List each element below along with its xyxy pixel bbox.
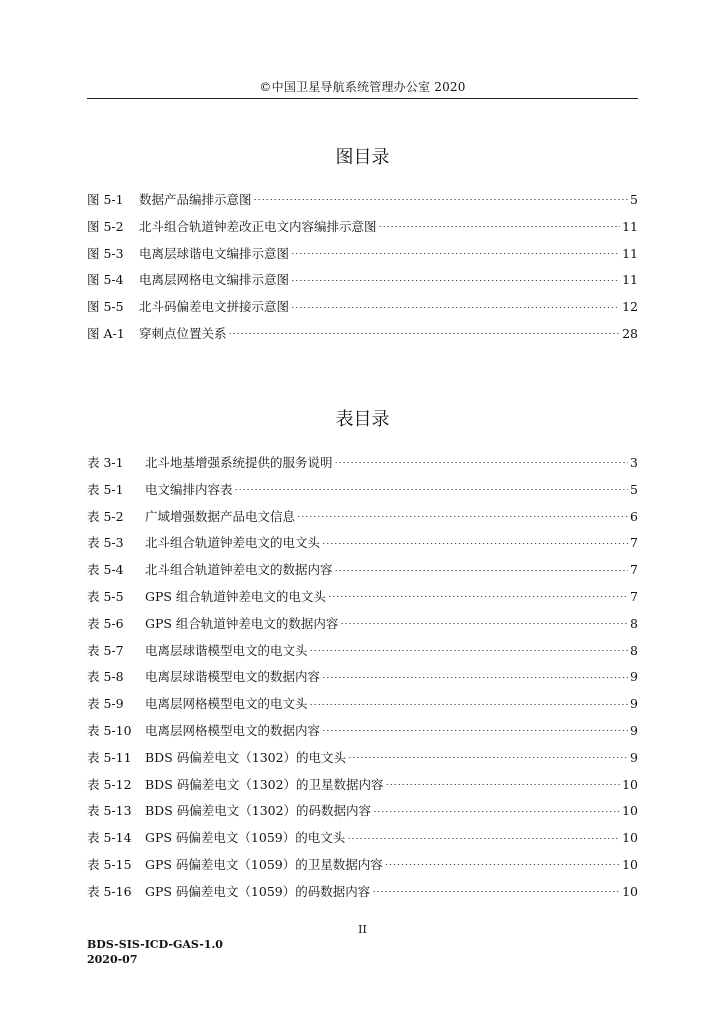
toc-leader-dots (291, 307, 620, 319)
toc-entry[interactable] (87, 587, 638, 614)
toc-entry-page: 5 (630, 192, 638, 207)
toc-leader-dots (386, 784, 621, 796)
toc-entry-label: 表 3-1 (87, 455, 124, 470)
toc-entry[interactable] (87, 775, 638, 802)
toc-leader-dots (310, 650, 629, 662)
toc-entry-title: GPS 码偏差电文（1059）的卫星数据内容 (145, 856, 383, 872)
toc-leader-dots (291, 253, 620, 265)
toc-entry-page: 8 (630, 642, 638, 658)
toc-leader-dots (348, 757, 628, 769)
toc-entry-title: 电离层网格模型电文的数据内容 (145, 722, 321, 738)
footer-doc-id: BDS-SIS-ICD-GAS-1.0 (87, 938, 223, 951)
toc-entry-page: 10 (622, 776, 638, 792)
toc-leader-dots (322, 543, 628, 555)
toc-leader-dots (235, 489, 629, 501)
toc-entry-label: 表 5-8 (87, 669, 124, 685)
toc-leader-dots (385, 864, 620, 876)
toc-entry-page: 7 (630, 562, 638, 578)
toc-entry-label: 表 5-13 (87, 803, 132, 819)
figures-toc-title: 图目录 (335, 147, 390, 168)
toc-entry-label: 表 5-12 (87, 776, 132, 792)
toc-entry-title: 广域增强数据产品电文信息 (145, 508, 296, 524)
toc-entry-page: 10 (622, 830, 638, 846)
toc-entry-title: 电离层网格电文编排示意图 (139, 272, 290, 288)
toc-entry-label: 表 5-10 (87, 722, 132, 738)
tables-toc-title: 表目录 (335, 409, 390, 430)
toc-entry-title: 电文编排内容表 (145, 481, 233, 497)
toc-entry-title: 电离层球谐模型电文的电文头 (145, 642, 308, 658)
toc-leader-dots (335, 462, 629, 474)
toc-entry[interactable] (87, 801, 638, 828)
footer (87, 937, 223, 967)
toc-leader-dots (379, 226, 621, 238)
toc-entry[interactable] (87, 480, 638, 507)
tables-toc-list (87, 453, 638, 909)
toc-entry[interactable] (87, 560, 638, 587)
toc-entry-page: 7 (630, 535, 638, 551)
toc-entry-label: 表 5-9 (87, 696, 124, 712)
toc-entry[interactable] (87, 882, 638, 909)
toc-entry[interactable] (87, 614, 638, 641)
toc-entry-label: 表 5-16 (87, 883, 132, 899)
toc-entry-page: 3 (630, 455, 638, 470)
toc-entry[interactable] (87, 324, 638, 351)
toc-entry[interactable] (87, 190, 638, 217)
footer-date: 2020-07 (87, 953, 138, 966)
toc-entry[interactable] (87, 694, 638, 721)
toc-entry-label: 表 5-4 (87, 562, 124, 578)
toc-leader-dots (322, 677, 628, 689)
toc-entry-page: 9 (630, 749, 638, 765)
toc-entry-label: 表 5-14 (87, 830, 132, 846)
toc-entry-page: 10 (622, 803, 638, 819)
toc-leader-dots (373, 811, 620, 823)
toc-entry-label: 表 5-2 (87, 508, 124, 524)
toc-entry-title: 北斗地基增强系统提供的服务说明 (145, 455, 333, 470)
toc-entry-title: 电离层球谐模型电文的数据内容 (145, 669, 321, 685)
toc-leader-dots (254, 199, 629, 211)
toc-entry[interactable] (87, 748, 638, 775)
toc-leader-dots (310, 704, 629, 716)
toc-entry[interactable] (87, 507, 638, 534)
toc-entry[interactable] (87, 667, 638, 694)
toc-entry-title: BDS 码偏差电文（1302）的码数据内容 (145, 803, 372, 819)
toc-entry[interactable] (87, 270, 638, 297)
toc-entry-page: 8 (630, 615, 638, 631)
toc-leader-dots (229, 333, 621, 345)
toc-leader-dots (347, 838, 620, 850)
toc-entry[interactable] (87, 453, 638, 480)
toc-entry-label: 表 5-5 (87, 588, 124, 604)
toc-entry[interactable] (87, 533, 638, 560)
toc-entry[interactable] (87, 244, 638, 271)
toc-entry-title: 北斗组合轨道钟差改正电文内容编排示意图 (139, 218, 377, 234)
toc-leader-dots (372, 891, 620, 903)
toc-leader-dots (335, 570, 629, 582)
toc-entry-page: 12 (622, 299, 638, 315)
toc-entry-page: 10 (622, 883, 638, 899)
toc-leader-dots (297, 516, 628, 528)
header-rule (87, 98, 638, 99)
toc-entry-page: 11 (622, 272, 638, 288)
toc-entry-title: 电离层球谐电文编排示意图 (139, 245, 290, 261)
toc-entry-page: 7 (630, 588, 638, 604)
toc-entry-page: 6 (630, 508, 638, 524)
toc-entry-label: 表 5-1 (87, 481, 124, 497)
toc-entry-label: 表 5-15 (87, 856, 132, 872)
toc-leader-dots (291, 280, 620, 292)
toc-entry-page: 11 (622, 218, 638, 234)
toc-entry-title: 北斗组合轨道钟差电文的数据内容 (145, 562, 333, 578)
toc-entry-page: 9 (630, 669, 638, 685)
toc-entry-title: 北斗组合轨道钟差电文的电文头 (145, 535, 321, 551)
toc-entry-label: 图 5-5 (87, 299, 124, 315)
toc-entry-page: 28 (622, 325, 638, 341)
toc-entry[interactable] (87, 855, 638, 882)
page-header: ©中国卫星导航系统管理办公室 2020 (259, 80, 466, 94)
toc-entry-label: 图 A-1 (87, 325, 125, 341)
toc-entry-title: GPS 组合轨道钟差电文的电文头 (145, 588, 326, 604)
toc-entry-title: BDS 码偏差电文（1302）的卫星数据内容 (145, 776, 384, 792)
toc-leader-dots (322, 730, 628, 742)
toc-entry-label: 图 5-3 (87, 245, 124, 261)
toc-entry-title: BDS 码偏差电文（1302）的电文头 (145, 749, 347, 765)
toc-entry-label: 表 5-3 (87, 535, 124, 551)
toc-leader-dots (328, 596, 628, 608)
toc-entry-label: 图 5-4 (87, 272, 124, 288)
toc-entry-page: 11 (622, 245, 638, 261)
toc-entry-label: 图 5-2 (87, 218, 124, 234)
toc-entry-title: GPS 组合轨道钟差电文的数据内容 (145, 615, 339, 631)
toc-entry-label: 表 5-6 (87, 615, 124, 631)
toc-entry[interactable] (87, 217, 638, 244)
toc-entry-page: 9 (630, 722, 638, 738)
toc-entry-page: 5 (630, 481, 638, 497)
toc-leader-dots (340, 623, 628, 635)
toc-entry-title: 北斗码偏差电文拼接示意图 (139, 299, 290, 315)
toc-entry-title: 电离层网格模型电文的电文头 (145, 696, 308, 712)
toc-entry-page: 10 (622, 856, 638, 872)
toc-entry-label: 表 5-11 (87, 749, 132, 765)
page-number: II (358, 923, 367, 936)
toc-entry[interactable] (87, 641, 638, 668)
figures-toc-list (87, 190, 638, 351)
toc-entry[interactable] (87, 828, 638, 855)
toc-entry-label: 图 5-1 (87, 192, 124, 207)
toc-entry-page: 9 (630, 696, 638, 712)
toc-entry[interactable] (87, 297, 638, 324)
toc-entry-title: GPS 码偏差电文（1059）的电文头 (145, 830, 346, 846)
toc-entry-title: 数据产品编排示意图 (139, 192, 252, 207)
toc-entry[interactable] (87, 721, 638, 748)
toc-entry-label: 表 5-7 (87, 642, 124, 658)
toc-entry-title: 穿刺点位置关系 (139, 325, 227, 341)
toc-entry-title: GPS 码偏差电文（1059）的码数据内容 (145, 883, 371, 899)
